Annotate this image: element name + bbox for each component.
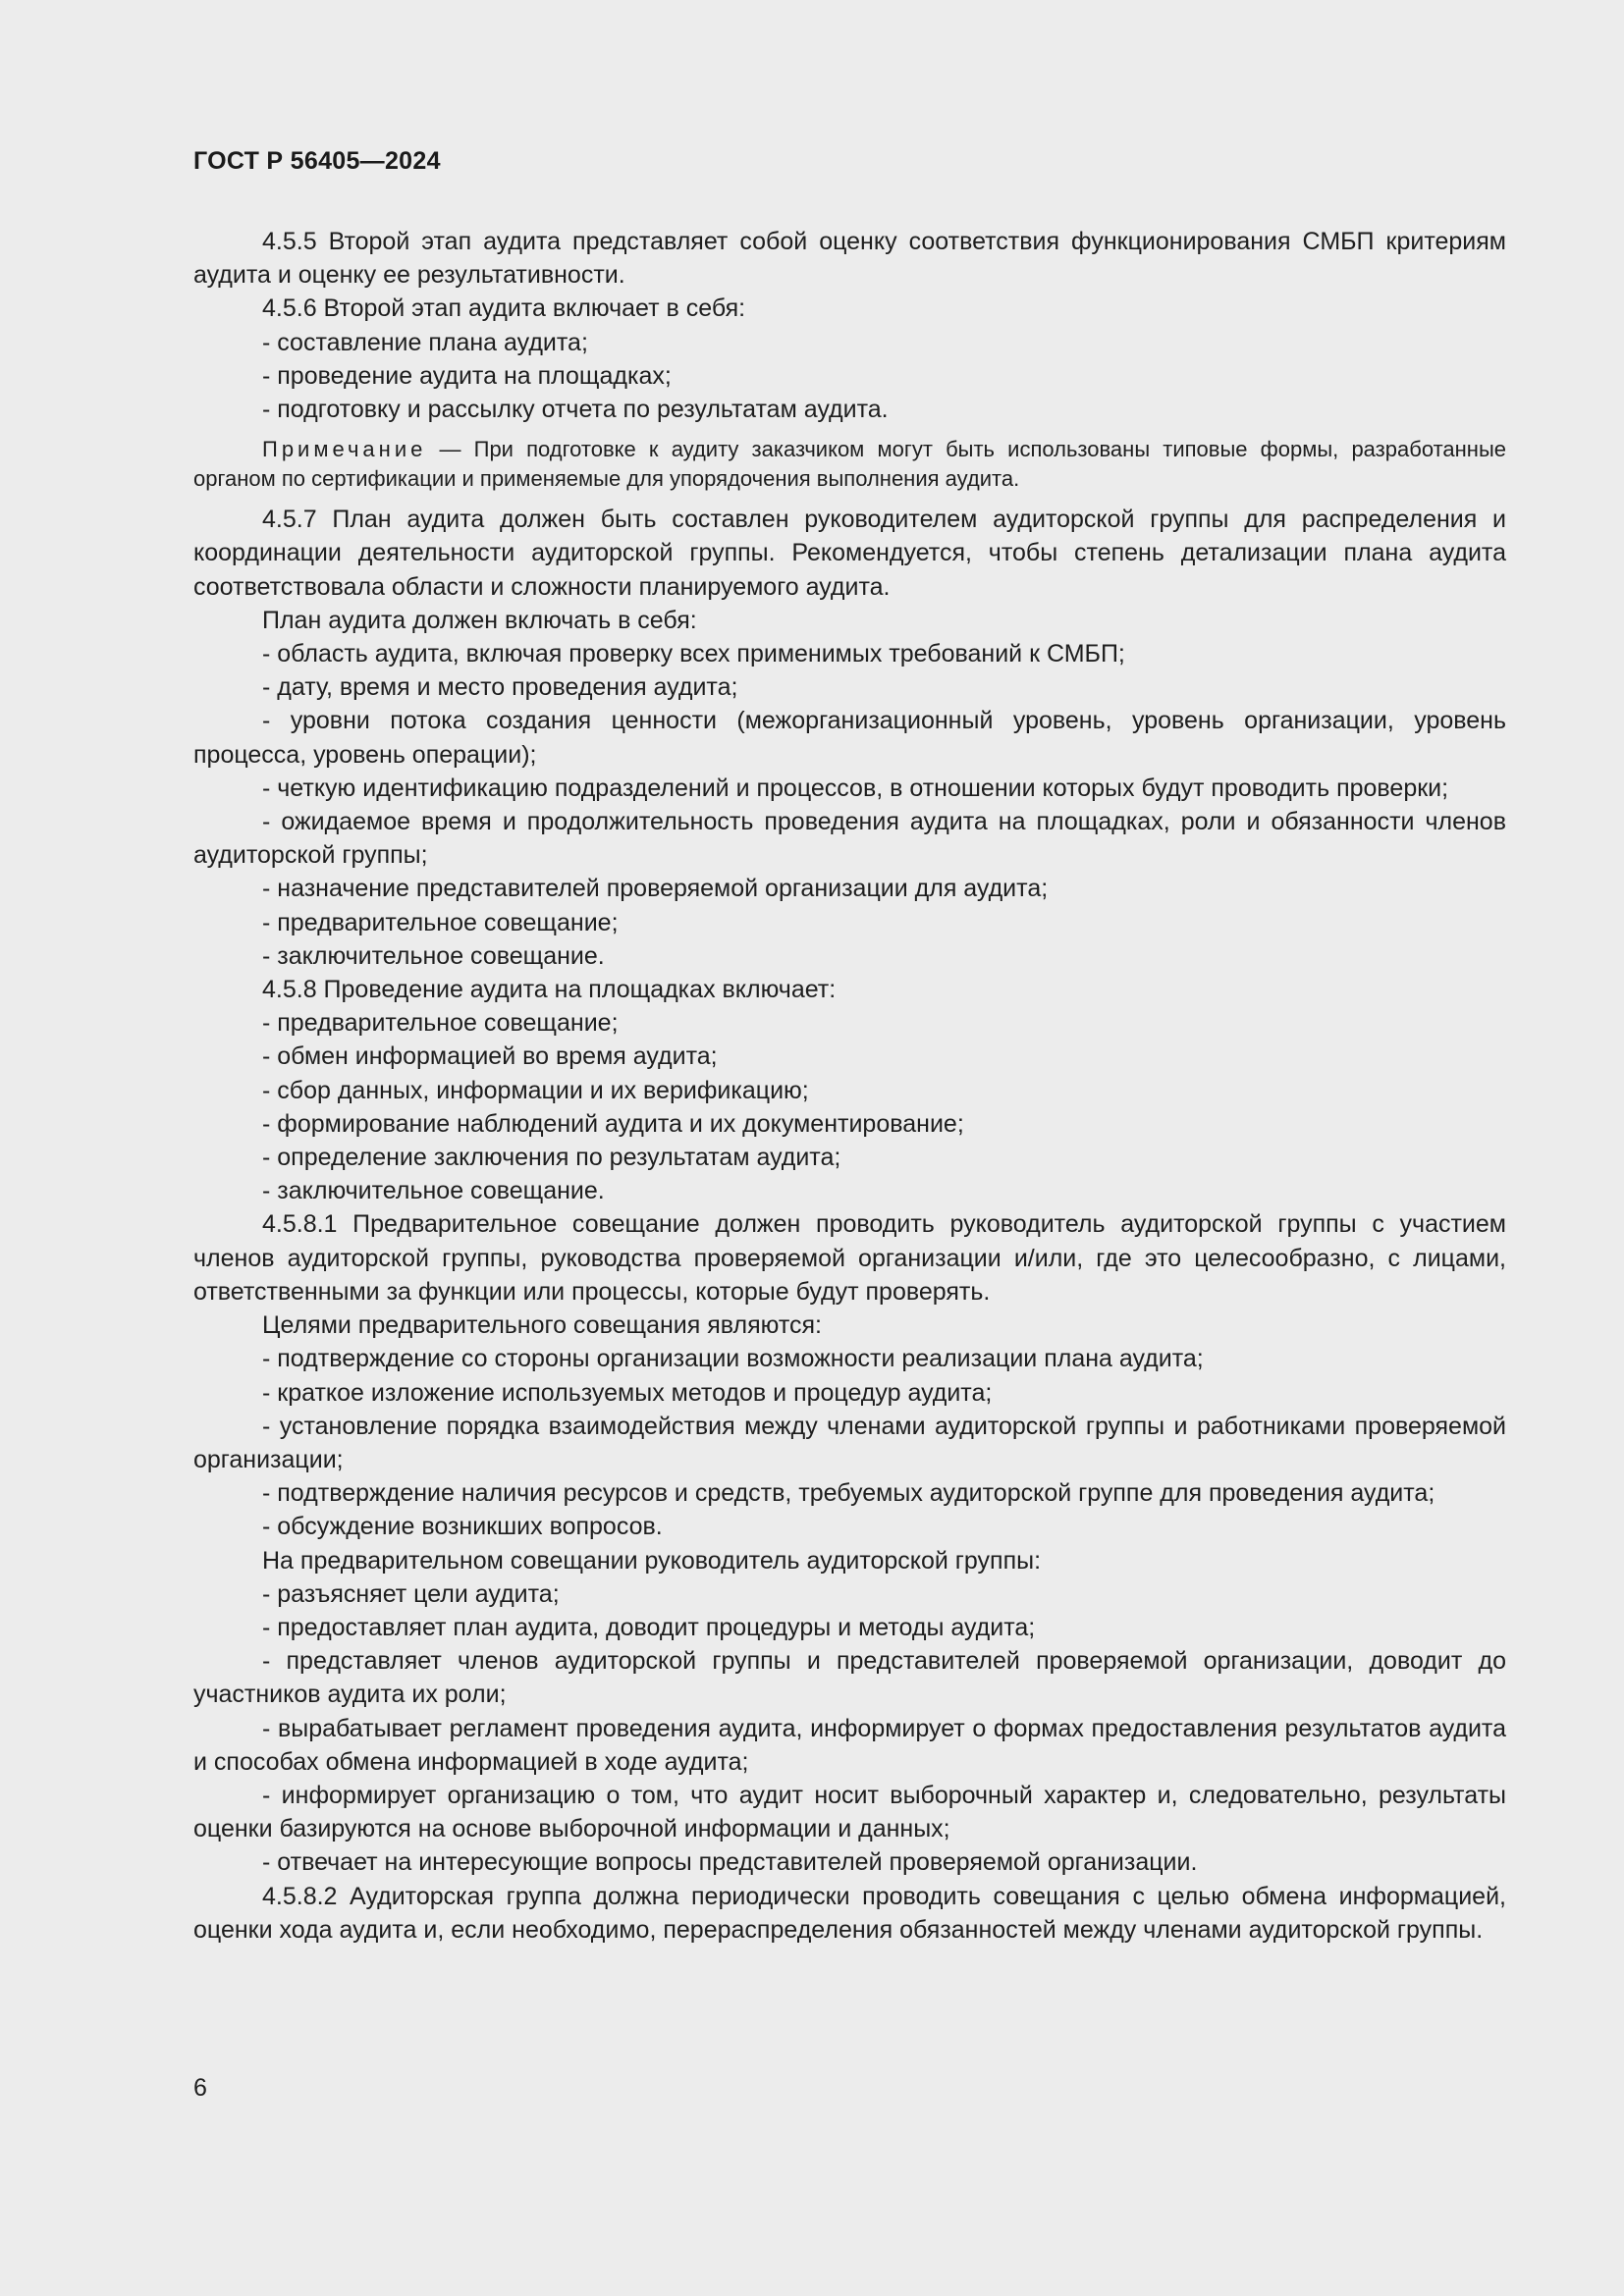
- list-item: - назначение представителей проверяемой организации для аудита;: [262, 875, 1049, 903]
- list-item: - четкую идентификацию подразделений и процессов, в отношении которых будут проводить проверки;: [262, 774, 1449, 802]
- list-item: - отвечает на интересующие вопросы представителей проверяемой организации.: [262, 1848, 1198, 1877]
- list-item: - предоставляет план аудита, доводит процедуры и методы аудита;: [262, 1613, 1036, 1641]
- note: [193, 435, 1506, 494]
- paragraph-4-5-5: 4.5.5 Второй этап аудита представляет собой оценку соответствия функционирования СМБП критериям аудита и оценку ее результативности.: [193, 228, 1506, 290]
- list-item: - ожидаемое время и продолжительность проведения аудита на площадках, роли и обязанности членов аудиторской группы;: [193, 808, 1506, 870]
- document-header: ГОСТ Р 56405—2024: [193, 147, 441, 175]
- list-item: - информирует организацию о том, что аудит носит выборочный характер и, следовательно, результаты оценки базируются на основе выборочной информации и данных;: [193, 1781, 1506, 1843]
- note-label: Примечание: [262, 437, 427, 462]
- paragraph: План аудита должен включать в себя:: [262, 606, 697, 634]
- paragraph-4-5-7: 4.5.7 План аудита должен быть составлен руководителем аудиторской группы для распределения и координации деятельности аудиторской группы. Рекомендуется, чтобы степень детализации плана аудита соответствовала области и сложности планируемого аудита.: [193, 506, 1506, 601]
- section-before-note: [193, 225, 1506, 426]
- document-body: [193, 225, 1506, 1947]
- paragraph: На предварительном совещании руководитель аудиторской группы:: [262, 1546, 1042, 1575]
- list-item: - сбор данных, информации и их верификацию;: [262, 1076, 809, 1104]
- list-item: - проведение аудита на площадках;: [262, 361, 672, 390]
- list-item: - установление порядка взаимодействия между членами аудиторской группы и работниками проверяемой организации;: [193, 1412, 1506, 1473]
- page-number: 6: [193, 2074, 207, 2102]
- list-item: - дату, время и место проведения аудита;: [262, 673, 738, 702]
- section-after-note: [193, 503, 1506, 1947]
- list-item: - определение заключения по результатам аудита;: [262, 1144, 841, 1172]
- list-item: - составление плана аудита;: [262, 328, 588, 356]
- list-item: - краткое изложение используемых методов и процедур аудита;: [262, 1378, 993, 1407]
- list-item: - обмен информацией во время аудита;: [262, 1042, 718, 1071]
- paragraph: Целями предварительного совещания являются:: [262, 1311, 822, 1340]
- paragraph-4-5-8: 4.5.8 Проведение аудита на площадках включает:: [262, 976, 837, 1004]
- list-item: - заключительное совещание.: [262, 1177, 605, 1205]
- list-item: - подтверждение со стороны организации возможности реализации плана аудита;: [262, 1345, 1204, 1373]
- list-item: - вырабатывает регламент проведения аудита, информирует о формах предоставления результатов аудита и способах обмена информацией в ходе аудита;: [193, 1714, 1506, 1776]
- list-item: - подтверждение наличия ресурсов и средств, требуемых аудиторской группе для проведения аудита;: [262, 1479, 1435, 1508]
- paragraph-4-5-8-2: 4.5.8.2 Аудиторская группа должна периодически проводить совещания с целью обмена информацией, оценки хода аудита и, если необходимо, перераспределения обязанностей между членами аудиторской группы.: [193, 1882, 1506, 1944]
- list-item: - предварительное совещание;: [262, 1009, 619, 1038]
- list-item: - разъясняет цели аудита;: [262, 1579, 560, 1608]
- list-item: - заключительное совещание.: [262, 941, 605, 970]
- paragraph-4-5-8-1: 4.5.8.1 Предварительное совещание должен проводить руководитель аудиторской группы с участием членов аудиторской группы, руководства проверяемой организации и/или, где это целесообразно, с лицами, ответственными за функции или процессы, которые будут проверять.: [193, 1210, 1506, 1306]
- list-item: - предварительное совещание;: [262, 908, 619, 936]
- list-item: - формирование наблюдений аудита и их документирование;: [262, 1109, 964, 1138]
- list-item: - обсуждение возникших вопросов.: [262, 1513, 663, 1541]
- list-item: - область аудита, включая проверку всех применимых требований к СМБП;: [262, 640, 1125, 668]
- paragraph-4-5-6: 4.5.6 Второй этап аудита включает в себя:: [262, 294, 746, 323]
- list-item: - уровни потока создания ценности (межорганизационный уровень, уровень организации, уровень процесса, уровень операции);: [193, 707, 1506, 769]
- note-text: — При подготовке к аудиту заказчиком могут быть использованы типовые формы, разработанные органом по сертификации и применяемые для упорядочения выполнения аудита.: [193, 437, 1506, 492]
- list-item: - представляет членов аудиторской группы и представителей проверяемой организации, доводит до участников аудита их роли;: [193, 1647, 1506, 1709]
- list-item: - подготовку и рассылку отчета по результатам аудита.: [262, 396, 889, 424]
